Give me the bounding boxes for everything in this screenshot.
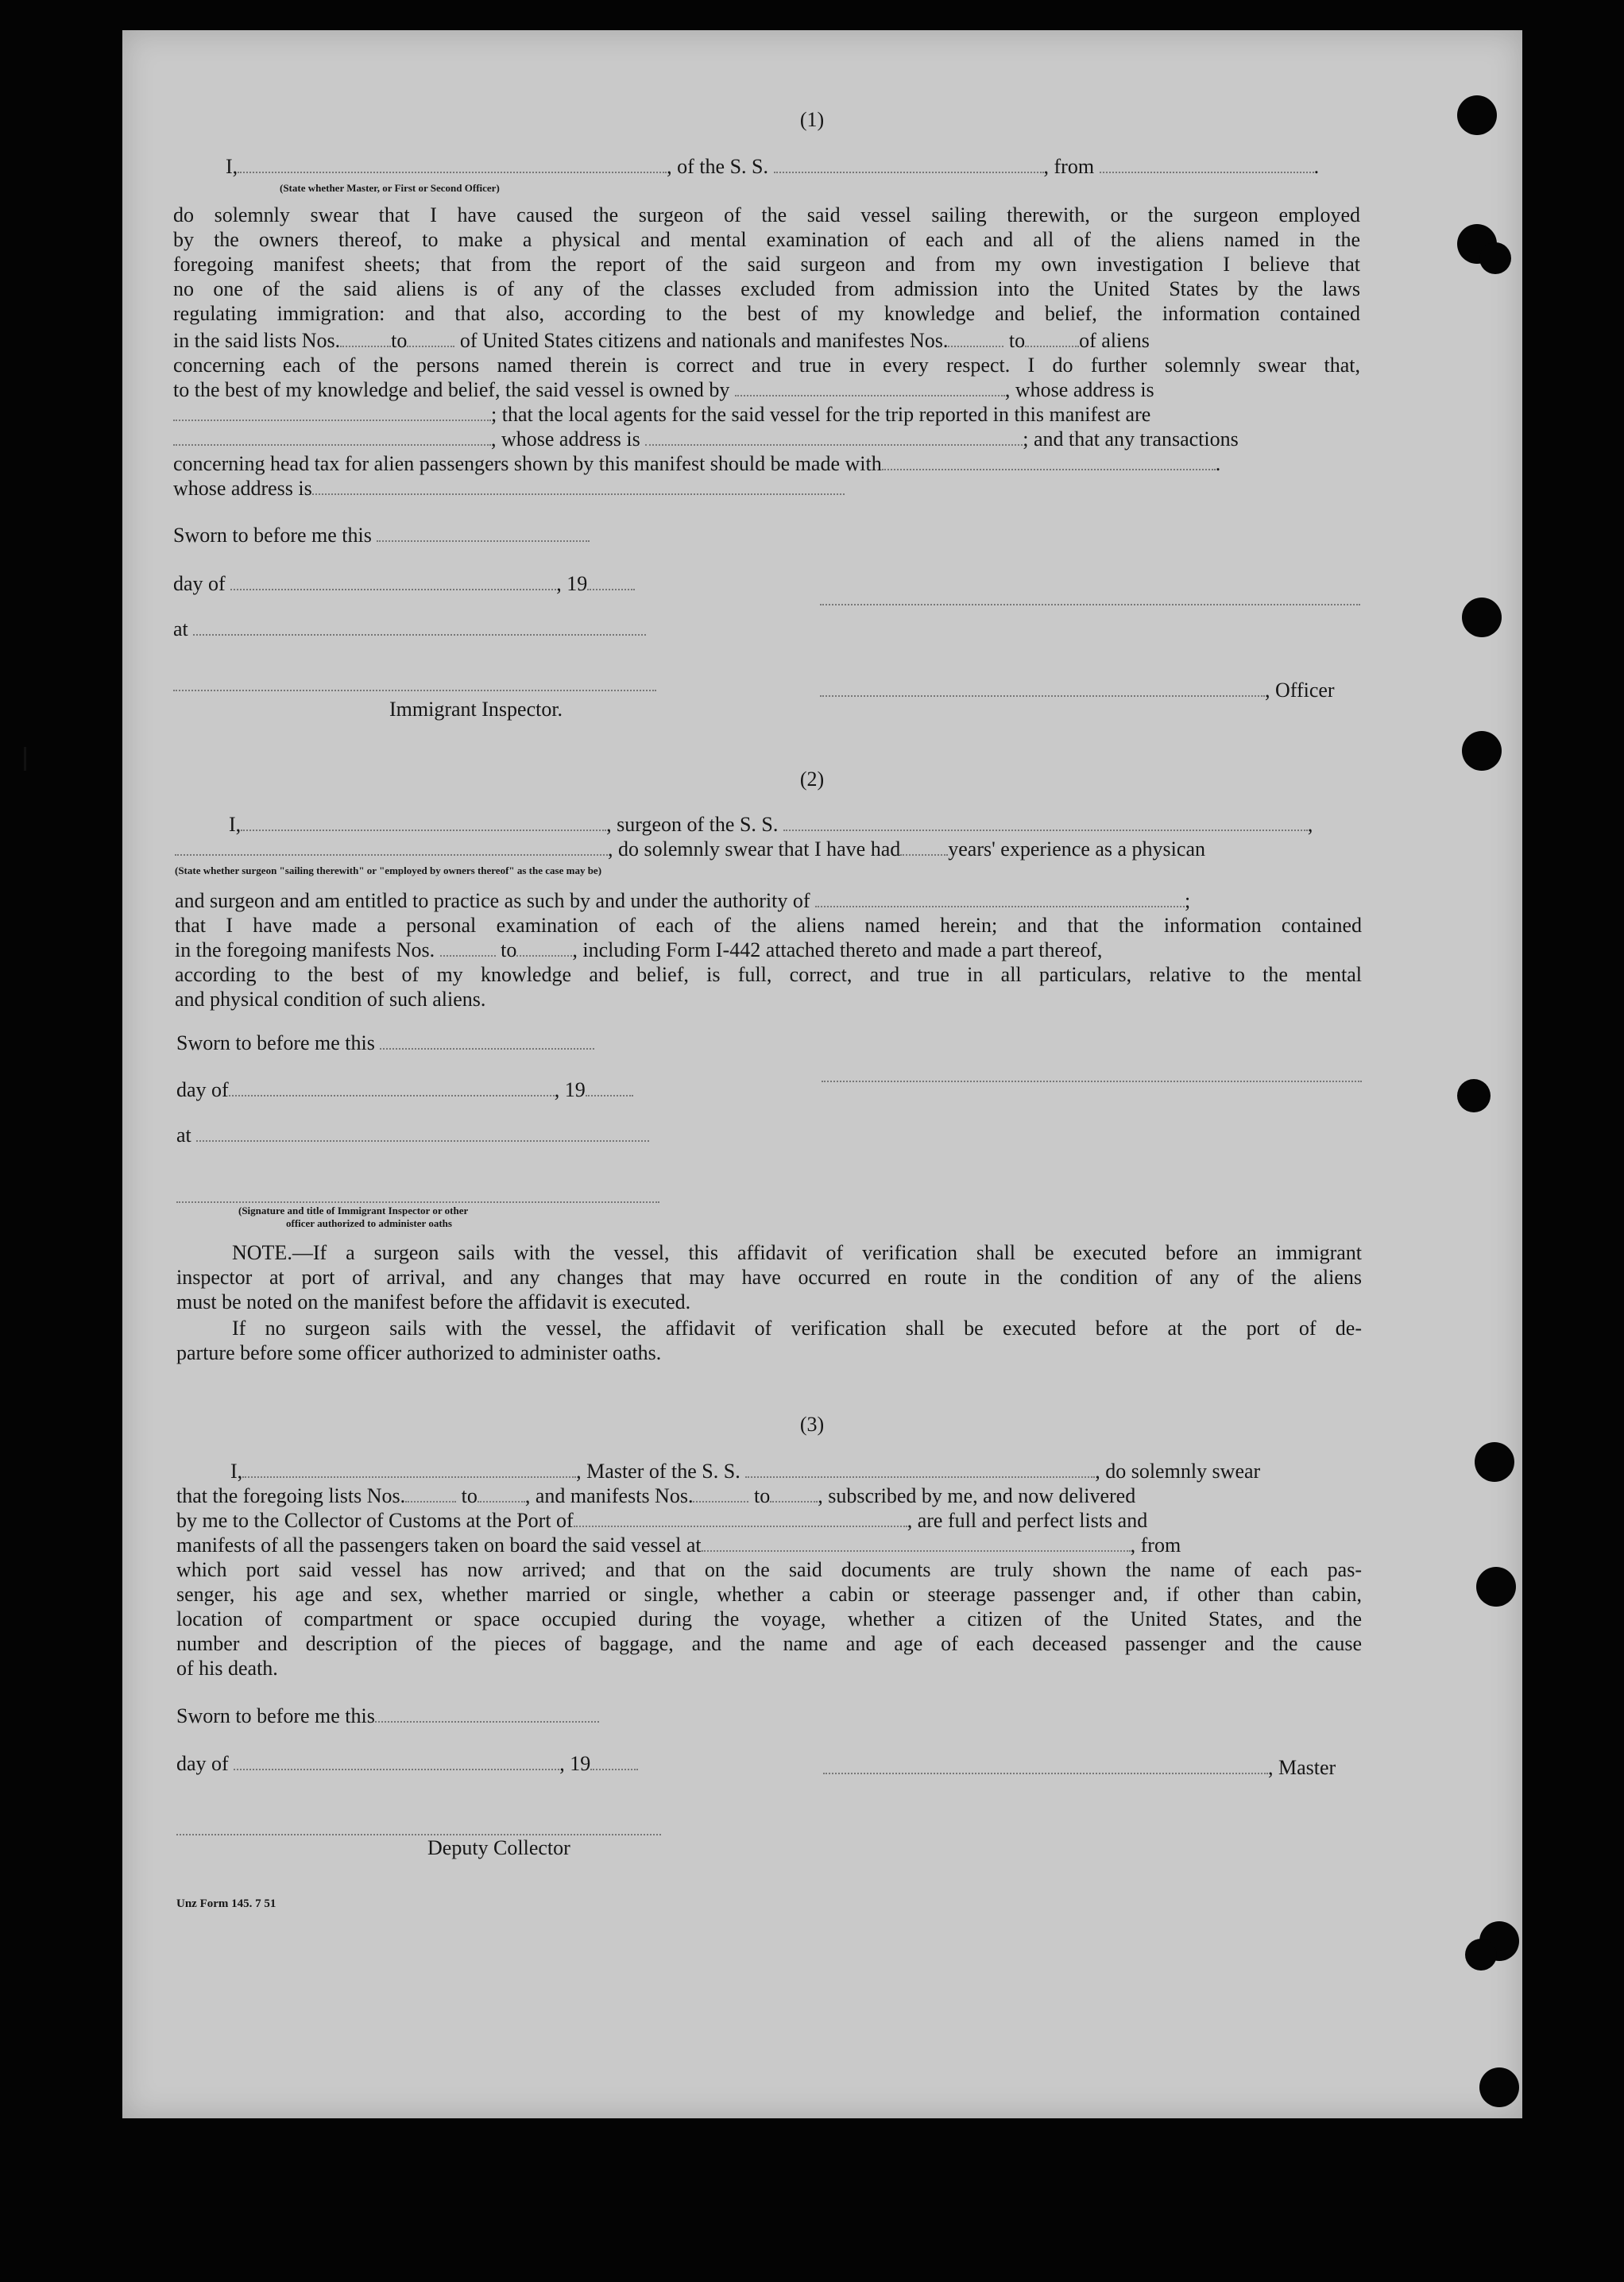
sworn-line: Sworn to before me this xyxy=(176,1704,599,1729)
day-of-line: day of , 19 xyxy=(176,1751,638,1777)
head-tax-address-field[interactable] xyxy=(312,476,845,495)
lists-to-field[interactable] xyxy=(407,328,454,347)
lists-line: that the foregoing lists Nos. to , and manifests Nos. to , subscribed by me, and now delivered xyxy=(176,1484,1136,1507)
at-line: at xyxy=(176,1123,649,1148)
body-line: senger, his age and sex, whether married or single, whether a cabin or steerage passenger and, if other than cabin, xyxy=(176,1583,1362,1606)
head-tax-line: concerning head tax for alien passengers shown by this manifest should be made with . xyxy=(173,452,1221,475)
day-of-line: day of , 19 xyxy=(176,1077,633,1103)
master-signature-field[interactable] xyxy=(823,1755,1268,1774)
local-agents-field[interactable] xyxy=(173,427,491,446)
day-of-line: day of , 19 xyxy=(173,571,635,597)
section-1-number: (1) xyxy=(799,108,825,131)
manifests-to-field[interactable] xyxy=(516,938,572,957)
owned-by-line: to the best of my knowledge and belief, the said vessel is owned by , whose address is xyxy=(173,378,1154,401)
punch-hole xyxy=(1465,1939,1497,1971)
master-name-line: I, , of the S. S. , from . xyxy=(226,155,1320,178)
sworn-line: Sworn to before me this xyxy=(173,523,590,548)
note-line: NOTE.—If a surgeon sails with the vessel, this affidavit of verification shall be executed before an immigrant xyxy=(232,1241,1362,1264)
year-field[interactable] xyxy=(587,571,635,590)
manifests-from-field[interactable] xyxy=(948,328,1003,347)
place-field[interactable] xyxy=(196,1123,649,1142)
punch-hole xyxy=(1475,1442,1514,1482)
body-line: by the owners thereof, to make a physical and mental examination of each and all of the aliens named in the xyxy=(173,228,1360,251)
form-number: Unz Form 145. 7 51 xyxy=(176,1897,276,1910)
punch-hole xyxy=(1479,2067,1519,2107)
lists-from-field[interactable] xyxy=(340,328,391,347)
punch-hole xyxy=(1462,598,1502,637)
manifests-from-field[interactable] xyxy=(440,938,496,957)
vessel-name-field[interactable] xyxy=(774,154,1044,173)
sworn-line: Sworn to before me this xyxy=(176,1031,594,1056)
lists-from-field[interactable] xyxy=(405,1483,456,1503)
port-taken-field[interactable] xyxy=(702,1533,1131,1552)
body-line: location of compartment or space occupied during the voyage, whether a citizen of the United States, and the xyxy=(176,1607,1362,1630)
master-signature-line: , Master xyxy=(823,1755,1336,1781)
manifests-to-field[interactable] xyxy=(1025,328,1079,347)
sworn-day-field[interactable] xyxy=(375,1704,599,1723)
administrator-signature-line[interactable] xyxy=(176,1200,659,1203)
punch-hole xyxy=(1457,1079,1491,1112)
officer-name-field[interactable] xyxy=(820,678,1265,697)
signature-note: (Signature and title of Immigrant Inspector or other xyxy=(238,1205,469,1216)
at-line: at xyxy=(173,617,646,642)
head-tax-address-line: whose address is xyxy=(173,476,845,501)
body-line: no one of the said aliens is of any of the classes excluded from admission into the United States by the laws xyxy=(173,277,1360,300)
surgeon-signature-line[interactable] xyxy=(822,1079,1362,1082)
years-field[interactable] xyxy=(900,837,948,856)
lists-line: in the said lists Nos. to of United States citizens and nationals and manifestes Nos. to of aliens xyxy=(173,329,1150,352)
body-line: which port said vessel has now arrived; and that on the said documents are truly shown the name of each pas- xyxy=(176,1558,1362,1581)
manifests-line: in the foregoing manifests Nos. to , including Form I-442 attached thereto and made a part thereof, xyxy=(175,938,1103,961)
note-line: parture before some officer authorized to administer oaths. xyxy=(176,1341,662,1364)
collector-line: by me to the Collector of Customs at the Port of , are full and perfect lists and xyxy=(176,1509,1148,1532)
body-line: of his death. xyxy=(176,1657,278,1680)
port-field[interactable] xyxy=(574,1508,907,1527)
concerning-line: concerning each of the persons named therein is correct and true in every respect. I do further solemnly swear that, xyxy=(173,354,1360,377)
month-field[interactable] xyxy=(230,571,556,590)
signature-note: officer authorized to administer oaths xyxy=(286,1217,452,1229)
surgeon-oath-line: , do solemnly swear that I have had years' experience as a physican xyxy=(175,837,1205,862)
month-field[interactable] xyxy=(229,1077,555,1097)
punch-hole xyxy=(1462,731,1502,771)
surgeon-name-field[interactable] xyxy=(241,812,606,831)
surgeon-name-line: I, , surgeon of the S. S. , xyxy=(229,813,1313,836)
agents-address-line: , whose address is ; and that any transactions xyxy=(173,427,1239,452)
owner-address-field[interactable] xyxy=(173,402,491,421)
deputy-signature-line[interactable] xyxy=(176,1832,661,1835)
examination-line: that I have made a personal examination of each of the aliens named herein; and that the information contained xyxy=(175,914,1362,937)
deputy-collector-label: Deputy Collector xyxy=(427,1836,570,1859)
authority-field[interactable] xyxy=(815,888,1185,907)
inspector-signature-line[interactable] xyxy=(173,688,656,691)
body-line: foregoing manifest sheets; that from the report of the said surgeon and from my own investigation I believe that xyxy=(173,253,1360,276)
note-line: inspector at port of arrival, and any changes that may have occurred en route in the condition of any of the aliens xyxy=(176,1266,1362,1289)
condition-line: and physical condition of such aliens. xyxy=(175,988,486,1011)
place-field[interactable] xyxy=(193,617,646,636)
master-line: I, , Master of the S. S. , do solemnly swear xyxy=(230,1460,1261,1483)
year-field[interactable] xyxy=(590,1751,638,1770)
officer-signature-line[interactable] xyxy=(820,602,1360,605)
manifests-all-line: manifests of all the passengers taken on board the said vessel at , from xyxy=(176,1534,1181,1557)
section-3-number: (3) xyxy=(799,1413,825,1436)
head-tax-field[interactable] xyxy=(882,451,1216,470)
year-field[interactable] xyxy=(586,1077,633,1097)
master-name-field[interactable] xyxy=(242,1459,576,1478)
lists-to-field[interactable] xyxy=(478,1483,525,1503)
officer-line: , Officer xyxy=(820,678,1335,703)
manifests-from-field[interactable] xyxy=(693,1483,748,1503)
surgeon-status-field[interactable] xyxy=(175,837,608,856)
surgeon-note: (State whether surgeon "sailing therewith" or "employed by owners thereof" as the case may be) xyxy=(175,864,602,876)
body-line: number and description of the pieces of baggage, and the name and age of each deceased passenger and the cause xyxy=(176,1632,1362,1655)
local-agents-line: ; that the local agents for the said vessel for the trip reported in this manifest are xyxy=(173,402,1150,427)
according-line: according to the best of my knowledge and belief, is full, correct, and true in all particulars, relative to the mental xyxy=(175,963,1362,986)
note-line: If no surgeon sails with the vessel, the affidavit of verification shall be executed before at the port of de- xyxy=(232,1317,1362,1340)
vessel-name-field[interactable] xyxy=(745,1459,1095,1478)
agents-address-field[interactable] xyxy=(645,427,1023,446)
body-line: do solemnly swear that I have caused the surgeon of the said vessel sailing therewith, or the surgeon employed xyxy=(173,203,1360,226)
body-line: regulating immigration: and that also, according to the best of my knowledge and belief, the information contained xyxy=(173,302,1360,325)
master-name-field[interactable] xyxy=(238,154,667,173)
immigrant-inspector-label: Immigrant Inspector. xyxy=(389,698,563,721)
owner-field[interactable] xyxy=(735,377,1005,396)
section-2-number: (2) xyxy=(799,768,825,791)
note-line: must be noted on the manifest before the affidavit is executed. xyxy=(176,1290,691,1313)
authority-line: and surgeon and am entitled to practice as such by and under the authority of ; xyxy=(175,889,1191,912)
month-field[interactable] xyxy=(234,1751,559,1770)
punch-hole xyxy=(1476,1567,1516,1607)
vessel-name-field[interactable] xyxy=(783,812,1308,831)
port-from-field[interactable] xyxy=(1100,154,1314,173)
sworn-day-field[interactable] xyxy=(377,523,590,542)
punch-hole xyxy=(1479,242,1511,274)
manifests-to-field[interactable] xyxy=(770,1483,818,1503)
officer-note: (State whether Master, or First or Second Officer) xyxy=(280,182,500,194)
sworn-day-field[interactable] xyxy=(380,1031,594,1050)
